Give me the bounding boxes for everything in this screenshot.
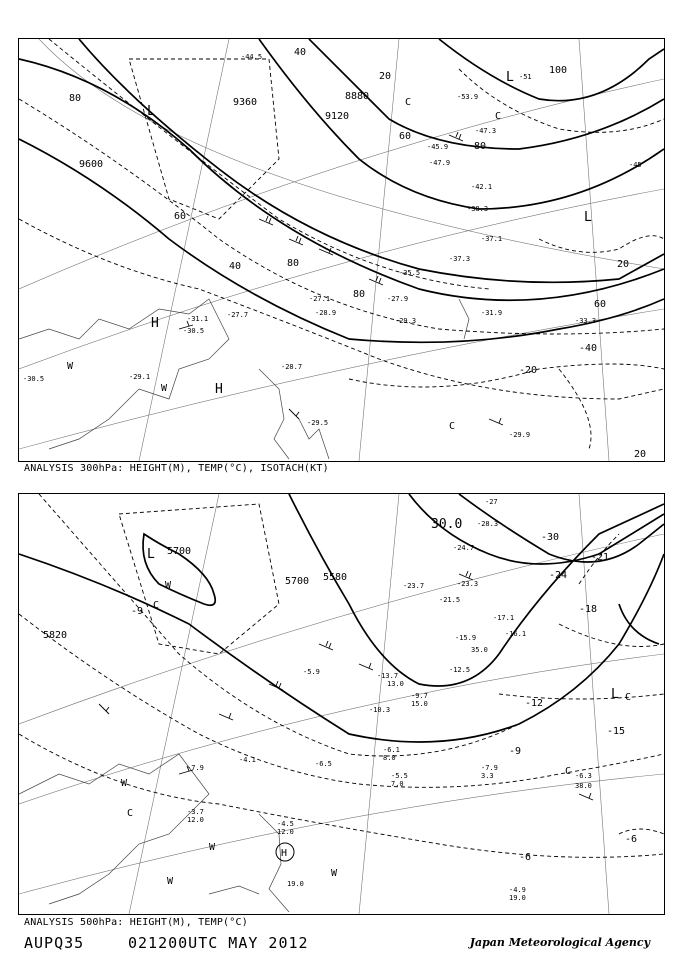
temp-label: -7.9 [481, 764, 498, 772]
warm-center: W [331, 868, 338, 879]
high-center: H [215, 382, 223, 397]
station-value: 12.0 [187, 816, 204, 824]
height-contours [19, 39, 664, 342]
station-value: 12.0 [277, 828, 294, 836]
cold-center: C [127, 808, 134, 819]
chart-500hpa [18, 493, 665, 915]
temp-label: -47.9 [429, 159, 451, 167]
warm-center: W [209, 842, 216, 853]
temp-label: -3.7 [187, 808, 204, 816]
isotach-label: 40 [229, 261, 242, 272]
temp-label: -29.3 [395, 317, 417, 325]
temp-label: -10.3 [369, 706, 391, 714]
station-value: 35.0 [471, 646, 488, 654]
temp-label: -27 [485, 498, 498, 506]
temp-label: -31.1 [187, 315, 209, 323]
agency-name: Japan Meteorological Agency [469, 936, 650, 949]
cold-center: C [625, 692, 632, 703]
isotherm-label: -9 [131, 606, 144, 617]
temp-label: -7.9 [187, 764, 204, 772]
isotherm-label: -15 [607, 726, 626, 737]
temp-label: -28.9 [315, 309, 337, 317]
height-label-9120: 9120 [325, 111, 350, 122]
temp-label: -23.7 [403, 582, 425, 590]
temp-label: -23.3 [457, 580, 479, 588]
temp-label: -12.5 [449, 666, 471, 674]
isotherm-label: 20 [617, 259, 630, 270]
isotach-label: 40 [294, 47, 307, 58]
isotherm-label: -9 [509, 746, 522, 757]
temp-label: -35.5 [399, 269, 421, 277]
low-center: L [584, 210, 592, 225]
isotherm-label: -6 [519, 852, 532, 863]
temp-label: -15.9 [455, 634, 477, 642]
temp-label: -51 [519, 73, 532, 81]
caption-300hpa: ANALYSIS 300hPa: HEIGHT(M), TEMP(°C), ISOTACH(KT) [24, 463, 329, 474]
temp-label: -30.5 [23, 375, 45, 383]
chart-500hpa-svg [19, 494, 664, 914]
temp-label: -16.1 [505, 630, 527, 638]
warm-center: W [67, 361, 74, 372]
isotach-label: 60 [399, 131, 412, 142]
height-label-5700: 5700 [167, 546, 192, 557]
temp-label: -45.9 [427, 143, 449, 151]
wind-barbs [99, 571, 593, 800]
temp-label: -27.9 [387, 295, 409, 303]
height-label-8880: 8880 [345, 91, 370, 102]
cold-center: C [495, 111, 502, 122]
station-value: 19.0 [287, 880, 304, 888]
cold-center: C [153, 600, 160, 611]
temp-label: -29.9 [509, 431, 531, 439]
temp-label: -31.9 [481, 309, 503, 317]
dashed-isolines [19, 494, 664, 857]
temp-label: -37.3 [449, 255, 471, 263]
height-label-9360: 9360 [233, 97, 258, 108]
temp-label: -24.7 [453, 544, 475, 552]
station-value: 7.0 [391, 780, 404, 788]
cold-center: C [449, 421, 456, 432]
low-center: L [147, 547, 155, 562]
temp-label: -29.1 [129, 373, 151, 381]
warm-center: W [167, 876, 174, 887]
height-label-9600: 9600 [79, 159, 104, 170]
isotherm-label: -20 [519, 365, 538, 376]
low-center: L [506, 70, 514, 85]
temp-label: -27.7 [227, 311, 249, 319]
isotherm-label: -18 [579, 604, 598, 615]
station-value: 3.3 [481, 772, 494, 780]
temp-label: -6.5 [315, 760, 332, 768]
temp-label: -38.3 [467, 205, 489, 213]
station-value: 38.0 [575, 782, 592, 790]
height-label-5820: 5820 [43, 630, 68, 641]
chart-code: AUPQ35 [24, 934, 85, 952]
temp-label: -53.9 [457, 93, 479, 101]
temp-label: -4.1 [239, 756, 256, 764]
isotherm-label: -6 [625, 834, 638, 845]
station-value: 8.0 [383, 754, 396, 762]
warm-center: W [165, 580, 172, 591]
station-value: 19.0 [509, 894, 526, 902]
temp-label: -37.1 [481, 235, 503, 243]
isotherm-label: -24 [549, 570, 568, 581]
temp-label: -6.1 [383, 746, 400, 754]
isotach-label: 60 [174, 211, 187, 222]
temp-label: -17.1 [493, 614, 515, 622]
height-label-5580: 5580 [323, 572, 348, 583]
lat-lon-grid [19, 39, 664, 461]
temp-label: -42.1 [471, 183, 493, 191]
height-label-5700: 5700 [285, 576, 310, 587]
temp-label: -30.5 [183, 327, 205, 335]
isotherm-label: -30 [541, 532, 560, 543]
warm-center: W [121, 778, 128, 789]
isotherm-label: 30.0 [431, 517, 463, 532]
temp-label: -28.3 [477, 520, 499, 528]
valid-time: 021200UTC MAY 2012 [128, 934, 309, 952]
temp-label: -5.5 [391, 772, 408, 780]
isotherm-label: -21 [591, 552, 610, 563]
temp-label: -33.3 [575, 317, 597, 325]
chart-300hpa [18, 38, 665, 462]
temp-label: -21.5 [439, 596, 461, 604]
warm-center: C [565, 766, 572, 777]
isotach-label: 20 [379, 71, 392, 82]
cold-center: C [405, 97, 412, 108]
station-value: 13.0 [387, 680, 404, 688]
temp-label: -6.3 [575, 772, 592, 780]
temp-label: -13.7 [377, 672, 399, 680]
temp-label: -9.7 [411, 692, 428, 700]
isotach-label: 60 [594, 299, 607, 310]
warm-center: W [161, 383, 168, 394]
isotach-label: 80 [69, 93, 82, 104]
temp-label: -44.5 [241, 53, 263, 61]
isotach-label: 100 [549, 65, 568, 76]
temp-label: -4.9 [509, 886, 526, 894]
low-center: L [147, 104, 155, 119]
temp-label: -5.9 [303, 668, 320, 676]
temp-label: -45 [629, 161, 642, 169]
temp-label: -29.5 [307, 419, 329, 427]
high-center: H [151, 316, 159, 331]
caption-500hpa: ANALYSIS 500hPa: HEIGHT(M), TEMP(°C) [24, 917, 248, 928]
coastline [19, 754, 289, 912]
isotach-label: 80 [287, 258, 300, 269]
lat-lon-grid [19, 494, 664, 914]
high-center: H [281, 848, 288, 859]
temp-label: -4.5 [277, 820, 294, 828]
station-value: 15.0 [411, 700, 428, 708]
temp-label: -27.1 [309, 295, 331, 303]
isotach-label: 80 [474, 141, 487, 152]
isotherm-label: -40 [579, 343, 598, 354]
temp-label: -47.3 [475, 127, 497, 135]
chart-300hpa-svg [19, 39, 664, 461]
isotherm-label: -12 [525, 698, 544, 709]
isotherm-label: 20 [634, 449, 647, 460]
low-center: L [611, 687, 619, 702]
temp-label: -28.7 [281, 363, 303, 371]
isotach-label: 80 [353, 289, 366, 300]
height-contours [19, 494, 664, 742]
